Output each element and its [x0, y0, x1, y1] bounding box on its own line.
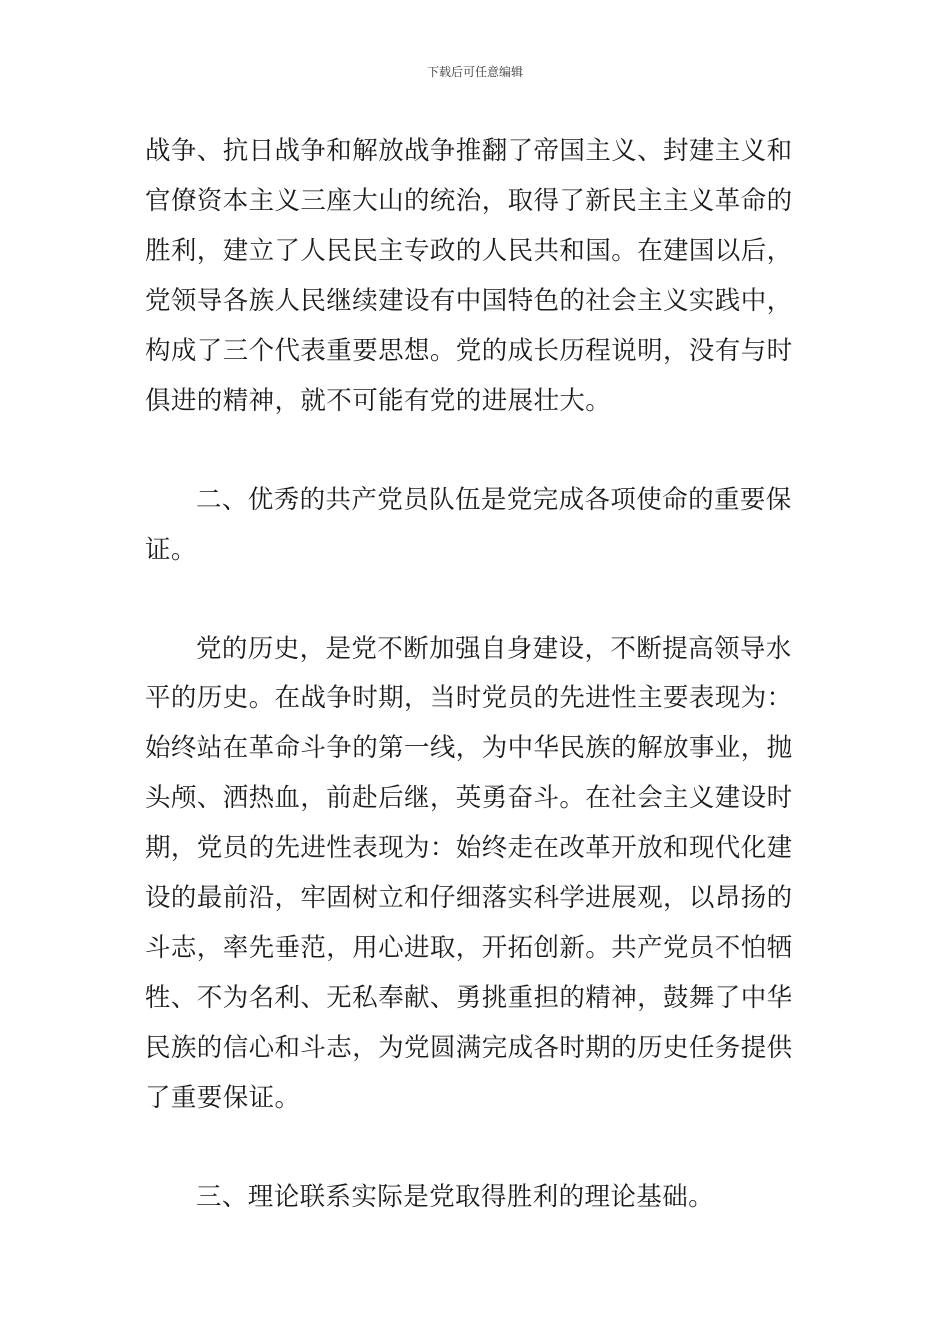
text-line: 党的历史，是党不断加强自身建设，不断提高领导水	[196, 634, 792, 664]
text-line: 斗志，率先垂范，用心进取，开拓创新。共产党员不怕牺	[145, 933, 793, 963]
page-header: 下载后可任意编辑	[426, 65, 523, 79]
text-line: 平的历史。在战争时期，当时党员的先进性主要表现为：	[145, 683, 793, 713]
text-line: 头颅、洒热血，前赴后继，英勇奋斗。在社会主义建设时	[145, 783, 793, 813]
text-line: 民族的信心和斗志，为党圆满完成各时期的历史任务提供	[145, 1033, 793, 1063]
text-line: 牲、不为名利、无私奉献、勇挑重担的精神，鼓舞了中华	[145, 983, 793, 1013]
text-line: 战争、抗日战争和解放战争推翻了帝国主义、封建主义和	[145, 136, 793, 166]
text-line: 证。	[145, 535, 197, 565]
text-line: 始终站在革命斗争的第一线，为中华民族的解放事业，抛	[145, 733, 793, 763]
text-line: 俱进的精神，就不可能有党的进展壮大。	[145, 386, 612, 416]
text-line: 期，党员的先进性表现为：始终走在改革开放和现代化建	[145, 833, 793, 863]
text-line: 二、优秀的共产党员队伍是党完成各项使命的重要保	[196, 485, 792, 515]
text-line: 党领导各族人民继续建设有中国特色的社会主义实践中，	[145, 286, 793, 316]
text-line: 设的最前沿，牢固树立和仔细落实科学进展观，以昂扬的	[145, 883, 793, 913]
text-line: 了重要保证。	[145, 1083, 301, 1113]
text-line: 三、理论联系实际是党取得胜利的理论基础。	[196, 1182, 715, 1212]
text-line: 构成了三个代表重要思想。党的成长历程说明，没有与时	[145, 336, 793, 366]
text-line: 胜利，建立了人民民主专政的人民共和国。在建国以后，	[145, 236, 793, 266]
text-line: 官僚资本主义三座大山的统治，取得了新民主主义革命的	[145, 186, 793, 216]
